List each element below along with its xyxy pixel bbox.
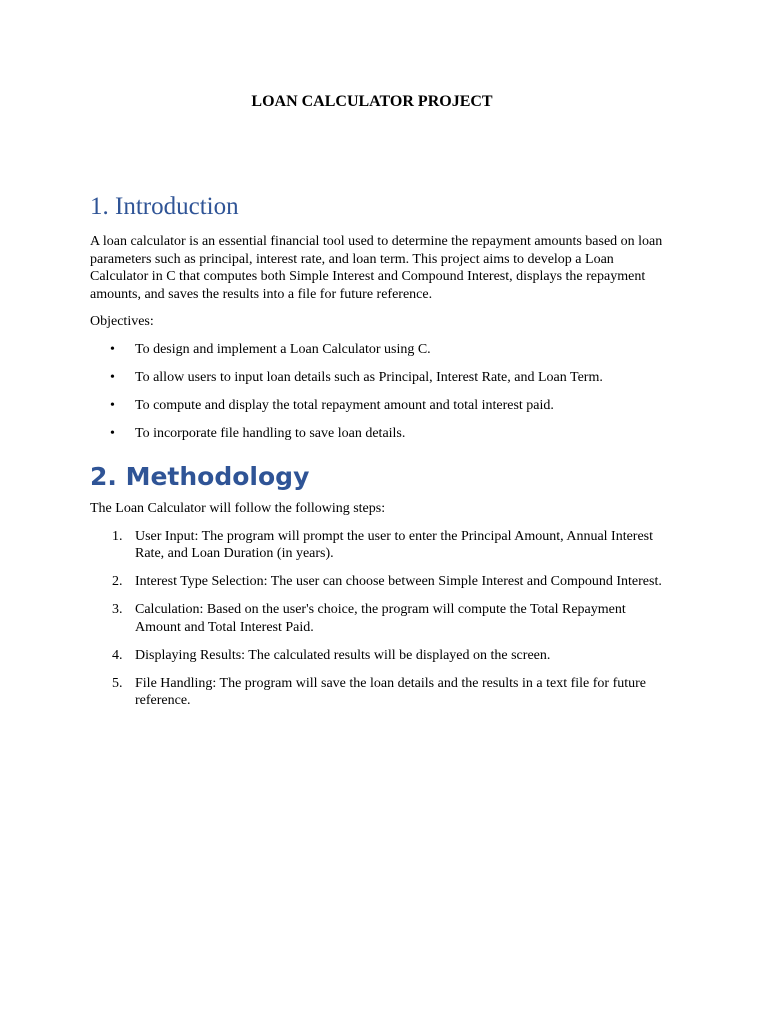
methodology-heading: 2. Methodology	[90, 462, 310, 491]
step-text: File Handling: The program will save the loan details and the results in a text file for future reference.	[135, 675, 646, 708]
introduction-paragraph: A loan calculator is an essential financial tool used to determine the repayment amounts based on loan parameters such as principal, interest rate, and loan term. This project aims to develop a Loan Calculator in C that computes both Simple Interest and Compound Interest, displays the repayment amounts, and saves the results into a file for future reference.	[90, 234, 663, 302]
methodology-steps-list	[90, 528, 674, 710]
step-number: 2.	[112, 574, 123, 589]
step-text: Displaying Results: The calculated results will be displayed on the screen.	[135, 647, 551, 663]
step-item	[90, 573, 674, 591]
objectives-list	[90, 341, 674, 443]
step-text: User Input: The program will prompt the user to enter the Principal Amount, Annual Interest Rate, and Loan Duration (in years).	[135, 528, 654, 561]
bullet-marker: •	[110, 341, 115, 357]
objective-item	[90, 397, 674, 415]
bullet-marker: •	[110, 397, 115, 413]
step-number: 3.	[112, 602, 123, 617]
objective-item	[90, 425, 674, 443]
step-item	[90, 528, 674, 563]
objective-text: To allow users to input loan details such as Principal, Interest Rate, and Loan Term.	[135, 369, 603, 385]
objective-text: To incorporate file handling to save loan details.	[135, 425, 406, 441]
step-item	[90, 647, 674, 665]
document-body	[90, 190, 674, 720]
objective-item	[90, 341, 674, 359]
step-text: Calculation: Based on the user's choice, the program will compute the Total Repayment Amount and Total Interest Paid.	[135, 602, 626, 635]
bullet-marker: •	[110, 369, 115, 385]
step-text: Interest Type Selection: The user can choose between Simple Interest and Compound Interest.	[135, 574, 662, 589]
document-title: LOAN CALCULATOR PROJECT	[251, 93, 493, 110]
bullet-marker: •	[110, 425, 115, 441]
objective-text: To design and implement a Loan Calculator using C.	[135, 341, 431, 357]
step-item	[90, 675, 674, 710]
objective-item	[90, 369, 674, 387]
step-item	[90, 601, 674, 636]
objectives-label: Objectives:	[90, 314, 154, 329]
objective-text: To compute and display the total repayment amount and total interest paid.	[135, 397, 554, 413]
step-number: 1.	[112, 528, 123, 544]
introduction-heading: 1. Introduction	[90, 193, 239, 220]
methodology-intro: The Loan Calculator will follow the following steps:	[90, 501, 386, 516]
step-number: 4.	[112, 647, 123, 663]
step-number: 5.	[112, 675, 123, 691]
